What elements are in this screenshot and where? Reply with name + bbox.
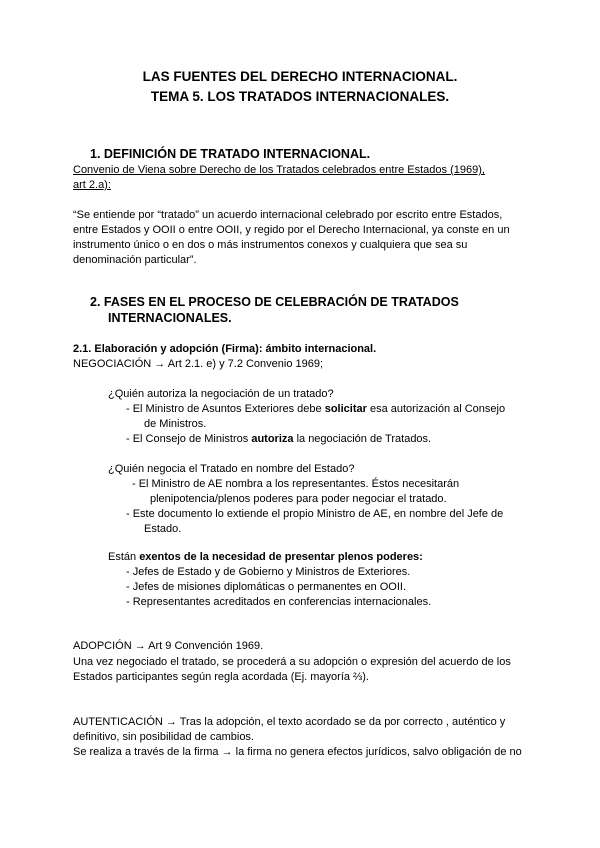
autenticacion-line-1: AUTENTICACIÓN → Tras la adopción, el texto acordado se da por correcto , auténtico y	[73, 716, 506, 728]
section1-source-line1: Convenio de Viena sobre Derecho de los Tratados celebrados entre Estados (1969),	[73, 164, 485, 176]
exentos-item-1: - Jefes de Estado y de Gobierno y Ministros de Exteriores.	[126, 566, 411, 578]
section2-heading-line1: 2. FASES EN EL PROCESO DE CELEBRACIÓN DE TRATADOS	[90, 295, 459, 309]
title-line-1: LAS FUENTES DEL DERECHO INTERNACIONAL.	[142, 69, 458, 84]
section2-heading-line2: INTERNACIONALES.	[108, 311, 232, 325]
adopcion-line-1: Una vez negociado el tratado, se procederá a su adopción o expresión del acuerdo de los	[73, 656, 511, 668]
q1-bullet-1-cont: de Ministros.	[144, 418, 207, 430]
quote-line-3: instrumento único o en dos o más instrumentos conexos y cualquiera que sea su	[73, 239, 468, 251]
exentos-item-3: - Representantes acreditados en conferencias internacionales.	[126, 596, 432, 608]
section1-heading: 1. DEFINICIÓN DE TRATADO INTERNACIONAL.	[90, 147, 371, 161]
q2-bullet-1: - El Ministro de AE nombra a los representantes. Éstos necesitarán	[132, 478, 460, 490]
autenticacion-line-3: Se realiza a través de la firma → la firma no genera efectos jurídicos, salvo obligación de no	[73, 746, 522, 758]
subsection-2-1: 2.1. Elaboración y adopción (Firma): ámbito internacional.	[73, 343, 377, 355]
q2-bullet-2: - Este documento lo extiende el propio Ministro de AE, en nombre del Jefe de	[126, 508, 504, 520]
negociacion-line: NEGOCIACIÓN → Art 2.1. e) y 7.2 Convenio 1969;	[73, 358, 324, 370]
q1-bullet-1: - El Ministro de Asuntos Exteriores debe solicitar esa autorización al Consejo	[126, 403, 506, 415]
quote-line-2: entre Estados y OOII o entre OOII, y regido por el Derecho Internacional, ya conste en un	[73, 224, 510, 236]
adopcion-heading: ADOPCIÓN → Art 9 Convención 1969.	[73, 640, 264, 652]
question-1: ¿Quién autoriza la negociación de un tratado?	[108, 388, 334, 400]
quote-line-4: denominación particular”.	[73, 254, 197, 266]
exentos-line: Están exentos de la necesidad de presentar plenos poderes:	[108, 551, 423, 563]
exentos-item-2: - Jefes de misiones diplomáticas o permanentes en OOII.	[126, 581, 407, 593]
q1-bullet-2: - El Consejo de Ministros autoriza la negociación de Tratados.	[126, 433, 432, 445]
adopcion-line-2: Estados participantes según regla acordada (Ej. mayoría ⅔).	[73, 671, 369, 683]
q2-bullet-2-cont: Estado.	[144, 523, 182, 535]
question-2: ¿Quién negocia el Tratado en nombre del Estado?	[108, 463, 355, 475]
autenticacion-line-2: definitivo, sin posibilidad de cambios.	[73, 731, 254, 743]
quote-line-1: “Se entiende por “tratado” un acuerdo internacional celebrado por escrito entre Estados,	[73, 209, 503, 221]
section1-source-line2: art 2.a):	[73, 179, 111, 191]
title-line-2: TEMA 5. LOS TRATADOS INTERNACIONALES.	[150, 89, 450, 104]
q2-bullet-1-cont: plenipotencia/plenos poderes para poder negociar el tratado.	[150, 493, 447, 505]
